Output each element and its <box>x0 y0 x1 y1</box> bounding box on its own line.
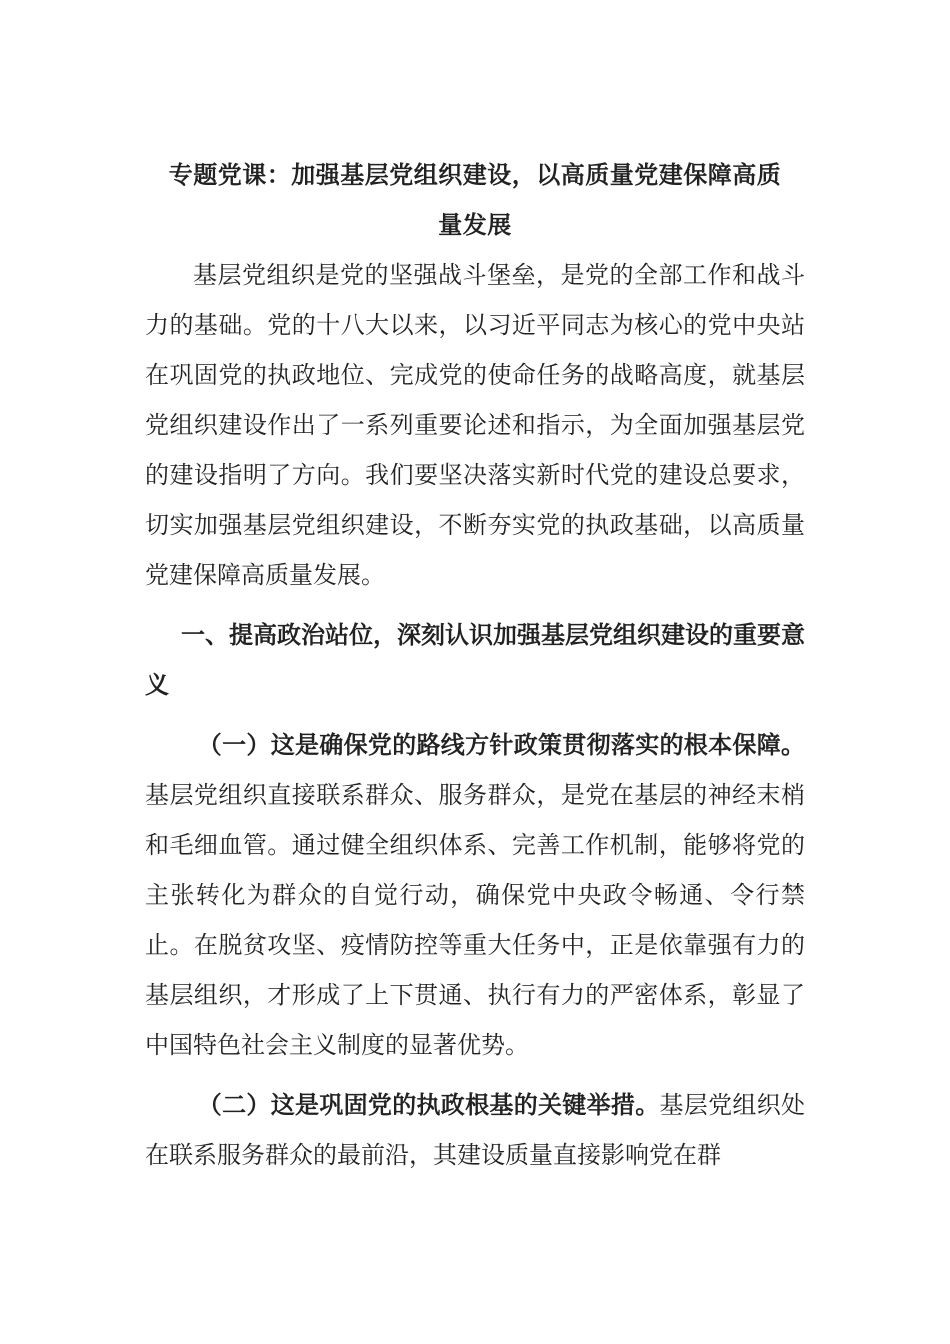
subsection-1-paragraph <box>145 720 805 1070</box>
document-page <box>145 150 805 1180</box>
subsection-2-body: 基层党组织处在联系服务群众的最前沿，其建设质量直接影响党在群 <box>145 1091 806 1169</box>
title-line-1: 专题党课：加强基层党组织建设，以高质量党建保障高质 <box>168 161 782 189</box>
subsection-2-lead: （二）这是巩固党的执政根基的关键举措。 <box>197 1091 660 1119</box>
subsection-1-body: 基层党组织直接联系群众、服务群众，是党在基层的神经末梢和毛细血管。通过健全组织体系、完善工作机制，能够将党的主张转化为群众的自觉行动，确保党中央政令畅通、令行禁止。在脱贫攻坚、疫情防控等重大任务中，正是依靠强有力的基层组织，才形成了上下贯通、执行有力的严密体系，彰显了中国特色社会主义制度的显著优势。 <box>145 781 805 1059</box>
subsection-1-lead: （一）这是确保党的路线方针政策贯彻落实的根本保障。 <box>197 731 805 759</box>
title-line-2: 量发展 <box>438 211 512 239</box>
section-1-heading: 一、提高政治站位，深刻认识加强基层党组织建设的重要意义 <box>145 621 805 699</box>
intro-paragraph: 基层党组织是党的坚强战斗堡垒，是党的全部工作和战斗力的基础。党的十八大以来，以习近平同志为核心的党中央站在巩固党的执政地位、完成党的使命任务的战略高度，就基层党组织建设作出了一系列重要论述和指示，为全面加强基层党的建设指明了方向。我们要坚决落实新时代党的建设总要求，切实加强基层党组织建设，不断夯实党的执政基础，以高质量党建保障高质量发展。 <box>145 261 805 589</box>
subsection-2-paragraph <box>145 1080 805 1180</box>
document-title <box>145 150 805 250</box>
